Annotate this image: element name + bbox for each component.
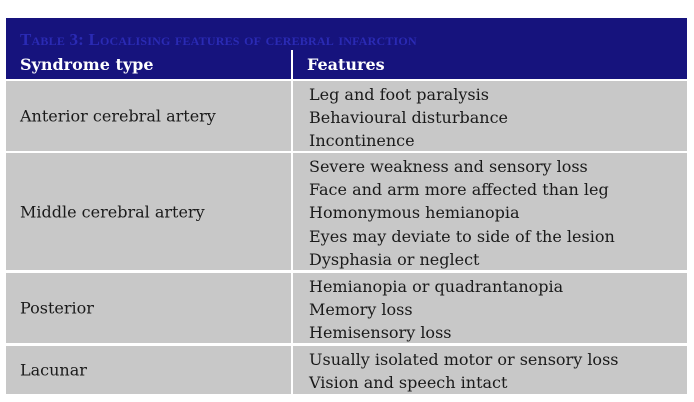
table-row [0,153,694,270]
feature-item: Hemisensory loss [309,323,452,343]
table-caption-bar [6,18,687,50]
syndrome-cell [6,346,291,394]
features-cell [293,81,687,151]
feature-item: Face and arm more affected than leg [309,180,609,200]
syndrome-name: Anterior cerebral artery [20,106,216,126]
features-list [309,348,618,394]
table-caption: Table 3: Localising features of cerebral infarction [20,30,417,49]
feature-item: Vision and speech intact [309,373,508,393]
syndrome-cell [6,153,291,270]
table-row [0,346,694,394]
table-row [0,81,694,151]
feature-item: Eyes may deviate to side of the lesion [309,226,615,246]
feature-item: Dysphasia or neglect [309,249,480,269]
header-syndrome-type: Syndrome type [20,55,154,74]
syndrome-cell [6,273,291,343]
feature-item: Severe weakness and sensory loss [309,157,588,176]
syndrome-name: Lacunar [20,360,87,380]
table-row [0,273,694,343]
features-cell [293,153,687,270]
feature-item: Incontinence [309,131,415,151]
features-list [309,155,615,271]
feature-item: Behavioural disturbance [309,108,509,128]
header-cell-syndrome [6,50,291,79]
feature-item: Memory loss [309,300,413,320]
features-cell [293,273,687,343]
features-cell [293,346,687,394]
header-cell-features [293,50,687,79]
feature-item: Usually isolated motor or sensory loss [309,350,619,369]
feature-item: Hemianopia or quadrantanopia [309,277,564,296]
feature-item: Leg and foot paralysis [309,85,489,104]
features-list [309,275,563,345]
syndrome-name: Middle cerebral artery [20,202,205,221]
feature-item: Homonymous hemianopia [309,203,520,223]
syndrome-name: Posterior [20,298,94,318]
header-features: Features [307,55,385,74]
features-list [309,83,508,153]
syndrome-cell [6,81,291,151]
